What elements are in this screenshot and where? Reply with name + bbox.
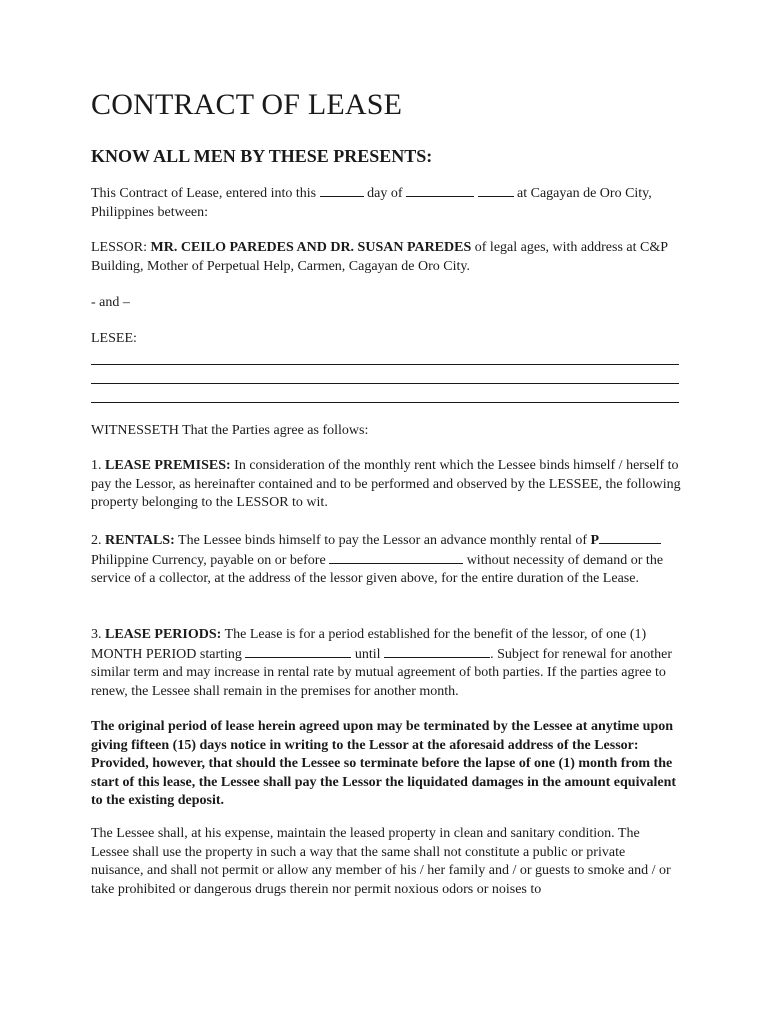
lessor-paragraph (91, 239, 681, 276)
clause2-number: 2. (91, 533, 102, 548)
and-separator: - and – (91, 295, 130, 310)
month-blank[interactable] (406, 184, 474, 197)
payment-date-blank[interactable] (329, 551, 463, 564)
clause3-number: 3. (91, 627, 102, 642)
intro-paragraph (91, 184, 681, 222)
end-date-blank[interactable] (384, 645, 490, 658)
maintenance-paragraph: The Lessee shall, at his expense, maintain the leased property in clean and sanitary condition. The Lessee shall use the property in such a way that the same shall not constitute a public or private nuisance, and shall not permit or allow any member of his / her family and / or guests to smoke and / or take prohibited or dangerous drugs therein nor permit noxious odors or noises to (91, 826, 671, 897)
lessor-address: of legal ages, with address at C&P Building, Mother of Perpetual Help, Carmen, Cagayan de Oro City. (91, 240, 668, 274)
clause2-body-1: The Lessee binds himself to pay the Lessor an advance monthly rental of (178, 533, 588, 548)
peso-symbol: P (590, 533, 600, 548)
document-subtitle: KNOW ALL MEN BY THESE PRESENTS: (91, 146, 433, 166)
clause3-body-1: The Lease is for a period established for the benefit of the lessor, of one (1) MONTH PERIOD starting (91, 627, 647, 662)
clause3-heading: LEASE PERIODS: (105, 627, 222, 642)
clause-lease-periods (91, 626, 681, 701)
intro-text-1: This Contract of Lease, entered into this (91, 186, 317, 201)
clause-rentals (91, 531, 681, 589)
rental-amount-blank[interactable] (599, 531, 661, 544)
year-blank[interactable] (478, 184, 514, 197)
clause2-body-2: Philippine Currency, payable on or before (91, 552, 326, 568)
clause2-body-3: without necessity of demand or the service of a collector, at the address of the lessor given above, for the entire duration of the Lease. (91, 552, 664, 586)
clause3-body-2: . Subject for renewal for another similar term and may increase in rental rate by mutual agreement of both parties. If the parties agree to renew, the Lessee shall remain in the premises for another month. (91, 646, 672, 699)
lessee-label: LESEE: (91, 331, 137, 346)
lessor-names: MR. CEILO PAREDES AND DR. SUSAN PAREDES (150, 240, 472, 255)
clause2-heading: RENTALS: (105, 533, 175, 548)
day-blank[interactable] (320, 184, 364, 197)
lessee-line-2[interactable] (91, 383, 679, 384)
clause1-number: 1. (91, 458, 102, 473)
clause1-heading: LEASE PREMISES: (105, 458, 231, 473)
start-date-blank[interactable] (245, 645, 351, 658)
lessee-line-3[interactable] (91, 402, 679, 403)
clause3-until: until (354, 646, 381, 662)
clause1-body: In consideration of the monthly rent which the Lessee binds himself / herself to pay the Lessor, as hereinafter contained and to be performed and observed by the LESSEE, the following property belonging to the LESSOR to wit. (91, 458, 681, 510)
lessee-line-1[interactable] (91, 364, 679, 365)
intro-text-3: at Cagayan de Oro City, Philippines between: (91, 186, 652, 220)
intro-text-2: day of (367, 186, 403, 201)
clause-lease-premises (91, 457, 681, 513)
termination-paragraph: The original period of lease herein agreed upon may be terminated by the Lessee at anytime upon giving fifteen (15) days notice in writing to the Lessor at the aforesaid address of the Lessor: Provided, however, that should the Lessee so terminate before the lapse of one (1) month from the start of this lease, the Lessee shall pay the Lessor the liquidated damages in the amount equivalent to the existing deposit. (91, 719, 677, 808)
lessor-label: LESSOR: (91, 240, 148, 255)
witnesseth-text: WITNESSETH That the Parties agree as follows: (91, 423, 369, 438)
document-title: CONTRACT OF LEASE (91, 88, 403, 121)
